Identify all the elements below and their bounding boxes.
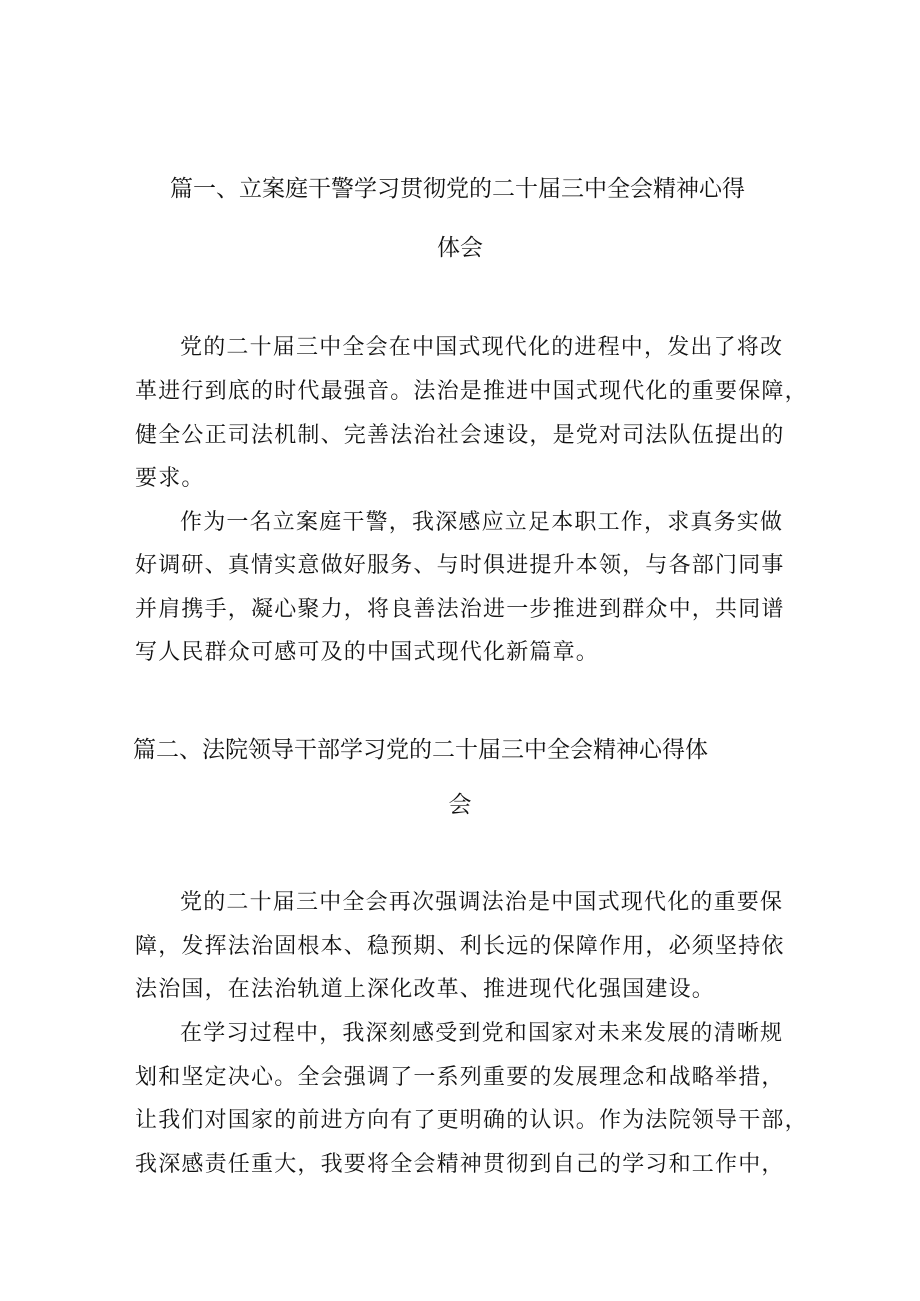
section2-title-line2: 会 [448,792,472,818]
s2-p1-line2: 障，发挥法治固根本、稳预期、利长远的保障作用，必须坚持依 [135,934,785,959]
section2-title-line1: 篇二、法院领导干部学习党的二十届三中全会精神心得体 [133,737,708,763]
s2-p2-line1: 在学习过程中，我深刻感受到党和国家对未来发展的清晰规 [180,1021,784,1046]
section1-title-line1: 篇一、立案庭干警学习贯彻党的二十届三中全会精神心得 [170,176,745,202]
s2-p2-line4: 我深感责任重大，我要将全会精神贯彻到自己的学习和工作中， [135,1152,785,1177]
s1-p1-line3: 健全公正司法机制、完善法治社会速设，是党对司法队伍提出的 [135,423,785,448]
s1-p1-line4: 要求。 [135,466,205,491]
s1-p2-line2: 好调研、真情实意做好服务、与时俱进提升本领，与各部门同事 [135,553,785,578]
s1-p1-line1: 党的二十届三中全会在中国式现代化的进程中，发出了将改 [180,335,784,360]
s1-p1-line2: 革进行到底的时代最强音。法治是推进中国式现代化的重要保障， [135,379,808,404]
s1-p2-line4: 写人民群众可感可及的中国式现代化新篇章。 [135,640,600,665]
s1-p2-line3: 并肩携手，凝心聚力，将良善法治进一步推进到群众中，共同谱 [135,597,785,622]
s2-p1-line3: 法治国，在法治轨道上深化改革、推进现代化强国建设。 [135,977,716,1002]
s2-p2-line3: 让我们对国家的前进方向有了更明确的认识。作为法院领导干部， [135,1108,808,1133]
s2-p1-line1: 党的二十届三中全会再次强调法治是中国式现代化的重要保 [180,890,784,915]
s2-p2-line2: 划和坚定决心。全会强调了一系列重要的发展理念和战略举措， [135,1065,785,1090]
section1-title-line2: 体会 [437,235,483,261]
s1-p2-line1: 作为一名立案庭干警，我深感应立足本职工作，求真务实做 [180,510,784,535]
